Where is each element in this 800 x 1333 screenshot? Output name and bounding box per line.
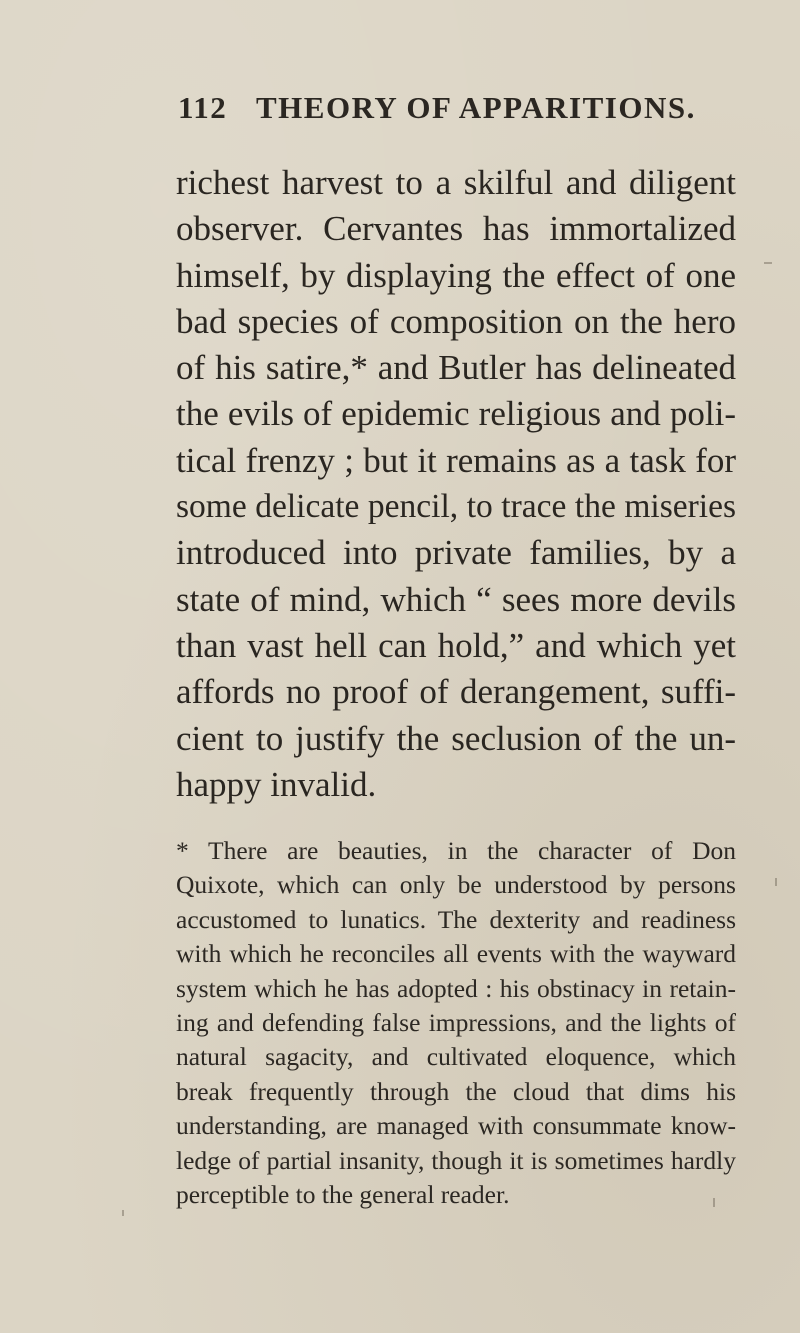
body-line: the evils of epidemic religious and poli- [176, 394, 736, 434]
body-line: some delicate pencil, to trace the miseries [176, 488, 736, 526]
paper-blemish [775, 878, 777, 886]
page-number: 112 [178, 90, 228, 125]
body-line: cient to justify the seclusion of the un- [176, 718, 736, 758]
footnote-line: natural sagacity, and cultivated eloquence, which [176, 1042, 736, 1072]
body-line: himself, by displaying the effect of one [176, 255, 736, 295]
body-line: of his satire,* and Butler has delineated [176, 348, 736, 388]
footnote-line: break frequently through the cloud that dims his [176, 1076, 736, 1106]
body-line: state of mind, which “ sees more devils [176, 579, 736, 619]
footnote-line: accustomed to lunatics. The dexterity and readiness [176, 904, 736, 934]
body-line: affords no proof of derangement, suffi- [176, 672, 736, 712]
body-line: tical frenzy ; but it remains as a task for [176, 440, 736, 480]
body-line: bad species of composition on the hero [176, 301, 736, 341]
running-head [178, 90, 738, 126]
body-line: richest harvest to a skilful and diligent [176, 163, 736, 202]
footnote-line: * There are beauties, in the character of Don [176, 836, 736, 865]
footnote-line: understanding, are managed with consummate know- [176, 1111, 736, 1141]
body-line: than vast hell can hold,” and which yet [176, 625, 736, 665]
paper-blemish [122, 1210, 124, 1216]
footnote [176, 834, 736, 1212]
body-line: observer. Cervantes has immortalized [176, 209, 736, 249]
footnote-line: Quixote, which can only be understood by persons [176, 870, 736, 900]
body-line: introduced into private families, by a [176, 533, 736, 573]
footnote-line: ledge of partial insanity, though it is sometimes hardly [176, 1145, 736, 1175]
paper-blemish [713, 1198, 715, 1207]
footnote-line: system which he has adopted : his obstinacy in retain- [176, 973, 736, 1003]
paper-blemish [764, 262, 772, 264]
running-title: THEORY OF APPARITIONS. [256, 90, 696, 125]
footnote-line: ing and defending false impressions, and the lights of [176, 1007, 736, 1037]
footnote-line: perceptible to the general reader. [176, 1179, 510, 1209]
body-line: happy invalid. [176, 764, 377, 804]
body-paragraph [176, 160, 736, 808]
footnote-line: with which he reconciles all events with the wayward [176, 939, 736, 969]
